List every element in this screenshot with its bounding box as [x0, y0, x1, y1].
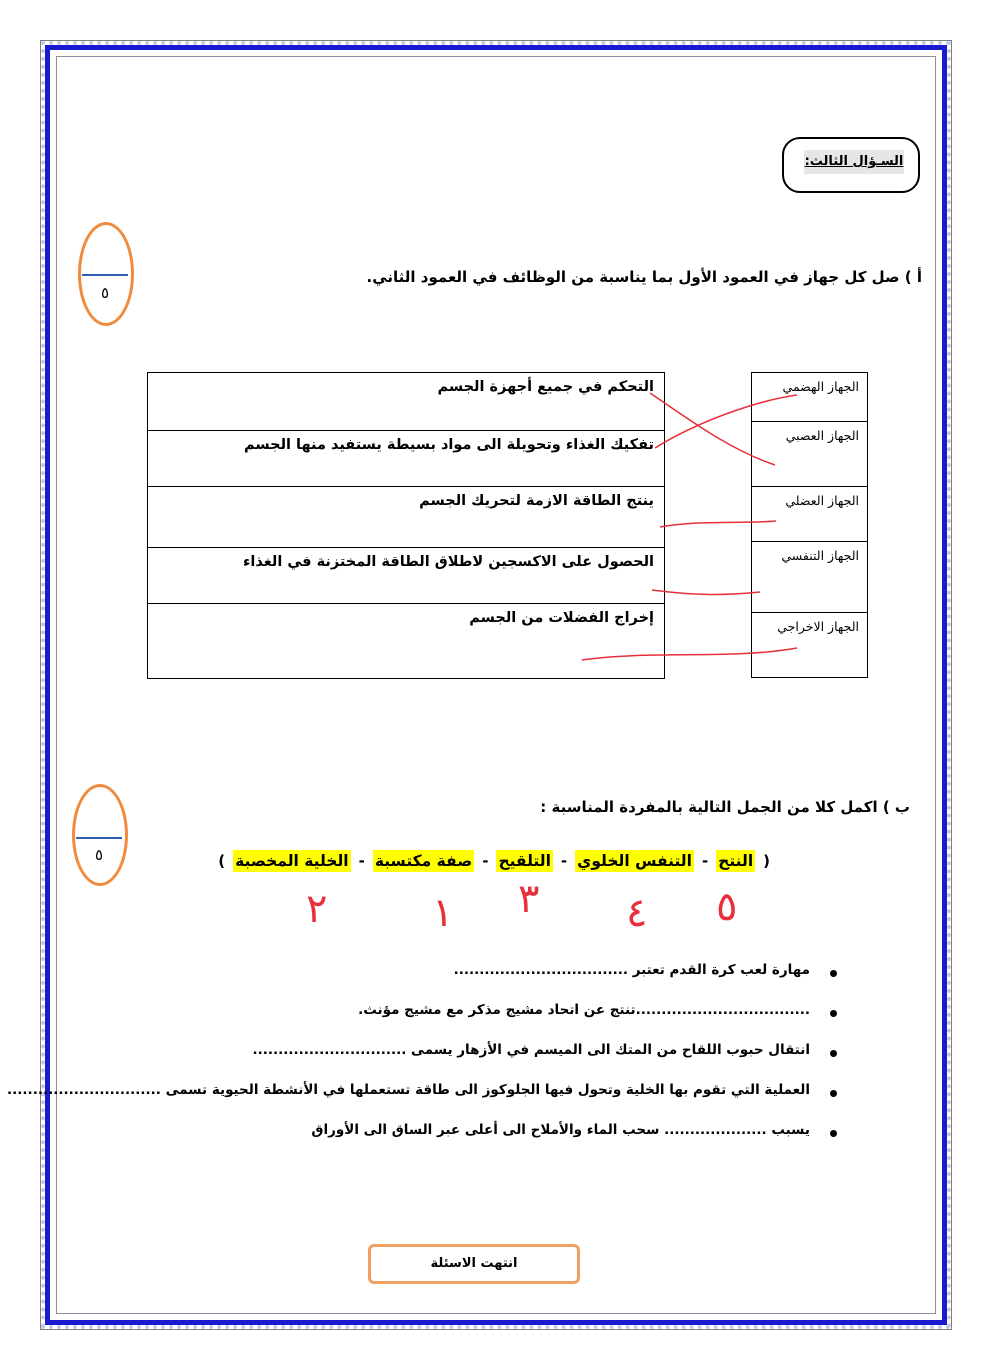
question-title: السـؤال الثالث: — [804, 150, 904, 174]
close-paren: ) — [218, 852, 226, 870]
word-bank — [218, 850, 778, 872]
function-cell: تفكيك الغذاء وتحويلة الى مواد بسيطة يستفيد منها الجسم — [148, 431, 665, 487]
match-line — [655, 395, 797, 448]
handwritten-number: ٣ — [518, 876, 540, 922]
bullet-icon — [830, 1010, 837, 1017]
function-cell: ينتج الطاقة الازمة لتحريك الجسم — [148, 487, 665, 548]
system-cell: الجهاز الاخراجي — [752, 613, 868, 678]
bullet-icon — [830, 1090, 837, 1097]
sentence-item: يسبب .................... سحب الماء والأملاح الى أعلى عبر الساق الى الأوراق — [311, 1122, 810, 1138]
sentence-item: العملية التي تقوم بها الخلية وتحول فيها الجلوكوز الى طاقة تستعملها في الأنشطة الحيوية تسمى .............................. — [7, 1082, 810, 1098]
handwritten-number: ٤ — [626, 890, 648, 936]
system-cell: الجهاز الهضمي — [752, 373, 868, 422]
system-cell: الجهاز العضلي — [752, 487, 868, 542]
word-separator: - — [560, 852, 568, 870]
bullet-icon — [830, 1130, 837, 1137]
part-b-instruction: ب ) اكمل كلا من الجمل التالية بالمفردة المناسبة : — [540, 798, 910, 816]
match-line — [660, 521, 776, 527]
sentence-item: انتقال حبوب اللقاح من المتك الى الميسم في الأزهار يسمى .............................. — [252, 1042, 810, 1058]
function-cell: الحصول على الاكسجين لاطلاق الطاقة المختزنة في الغذاء — [148, 548, 665, 604]
word-separator: - — [358, 852, 365, 870]
word-separator: - — [701, 852, 709, 870]
word-separator: - — [482, 852, 489, 870]
word-bank-item: صفة مكتسبة — [374, 852, 473, 870]
score-line-b — [76, 837, 122, 839]
score-denominator-a: ٥ — [100, 284, 110, 302]
end-of-questions-box: انتهت الاسئلة — [368, 1244, 580, 1284]
system-cell: الجهاز العصبي — [752, 422, 868, 487]
handwritten-number: ٥ — [716, 884, 738, 930]
function-cell: التحكم في جميع أجهزة الجسم — [148, 373, 665, 431]
sentence-item: ..................................تنتج عن اتحاد مشيج مذكر مع مشيج مؤنث. — [358, 1002, 810, 1018]
word-bank-item: الخلية المخصبة — [235, 852, 349, 870]
part-a-instruction: أ ) صل كل جهاز في العمود الأول بما يناسبة من الوظائف في العمود الثاني. — [366, 268, 922, 286]
match-line — [652, 590, 760, 594]
bullet-icon — [830, 970, 837, 977]
word-bank-item: التنفس الخلوي — [577, 852, 692, 870]
score-circle-b — [72, 784, 128, 886]
sentence-item: مهارة لعب كرة القدم تعتبر .................................. — [453, 962, 810, 978]
match-line — [582, 648, 797, 660]
handwritten-number: ٢ — [306, 886, 328, 932]
word-bank-item: التلقيح — [498, 852, 551, 870]
score-denominator-b: ٥ — [94, 846, 104, 864]
bullet-icon — [830, 1050, 837, 1057]
system-cell: الجهاز التنفسي — [752, 542, 868, 613]
word-bank-item: النتح — [718, 852, 754, 870]
open-paren: ( — [763, 852, 770, 870]
function-cell: إخراج الفضلات من الجسم — [148, 604, 665, 679]
handwritten-number: ١ — [432, 890, 454, 936]
